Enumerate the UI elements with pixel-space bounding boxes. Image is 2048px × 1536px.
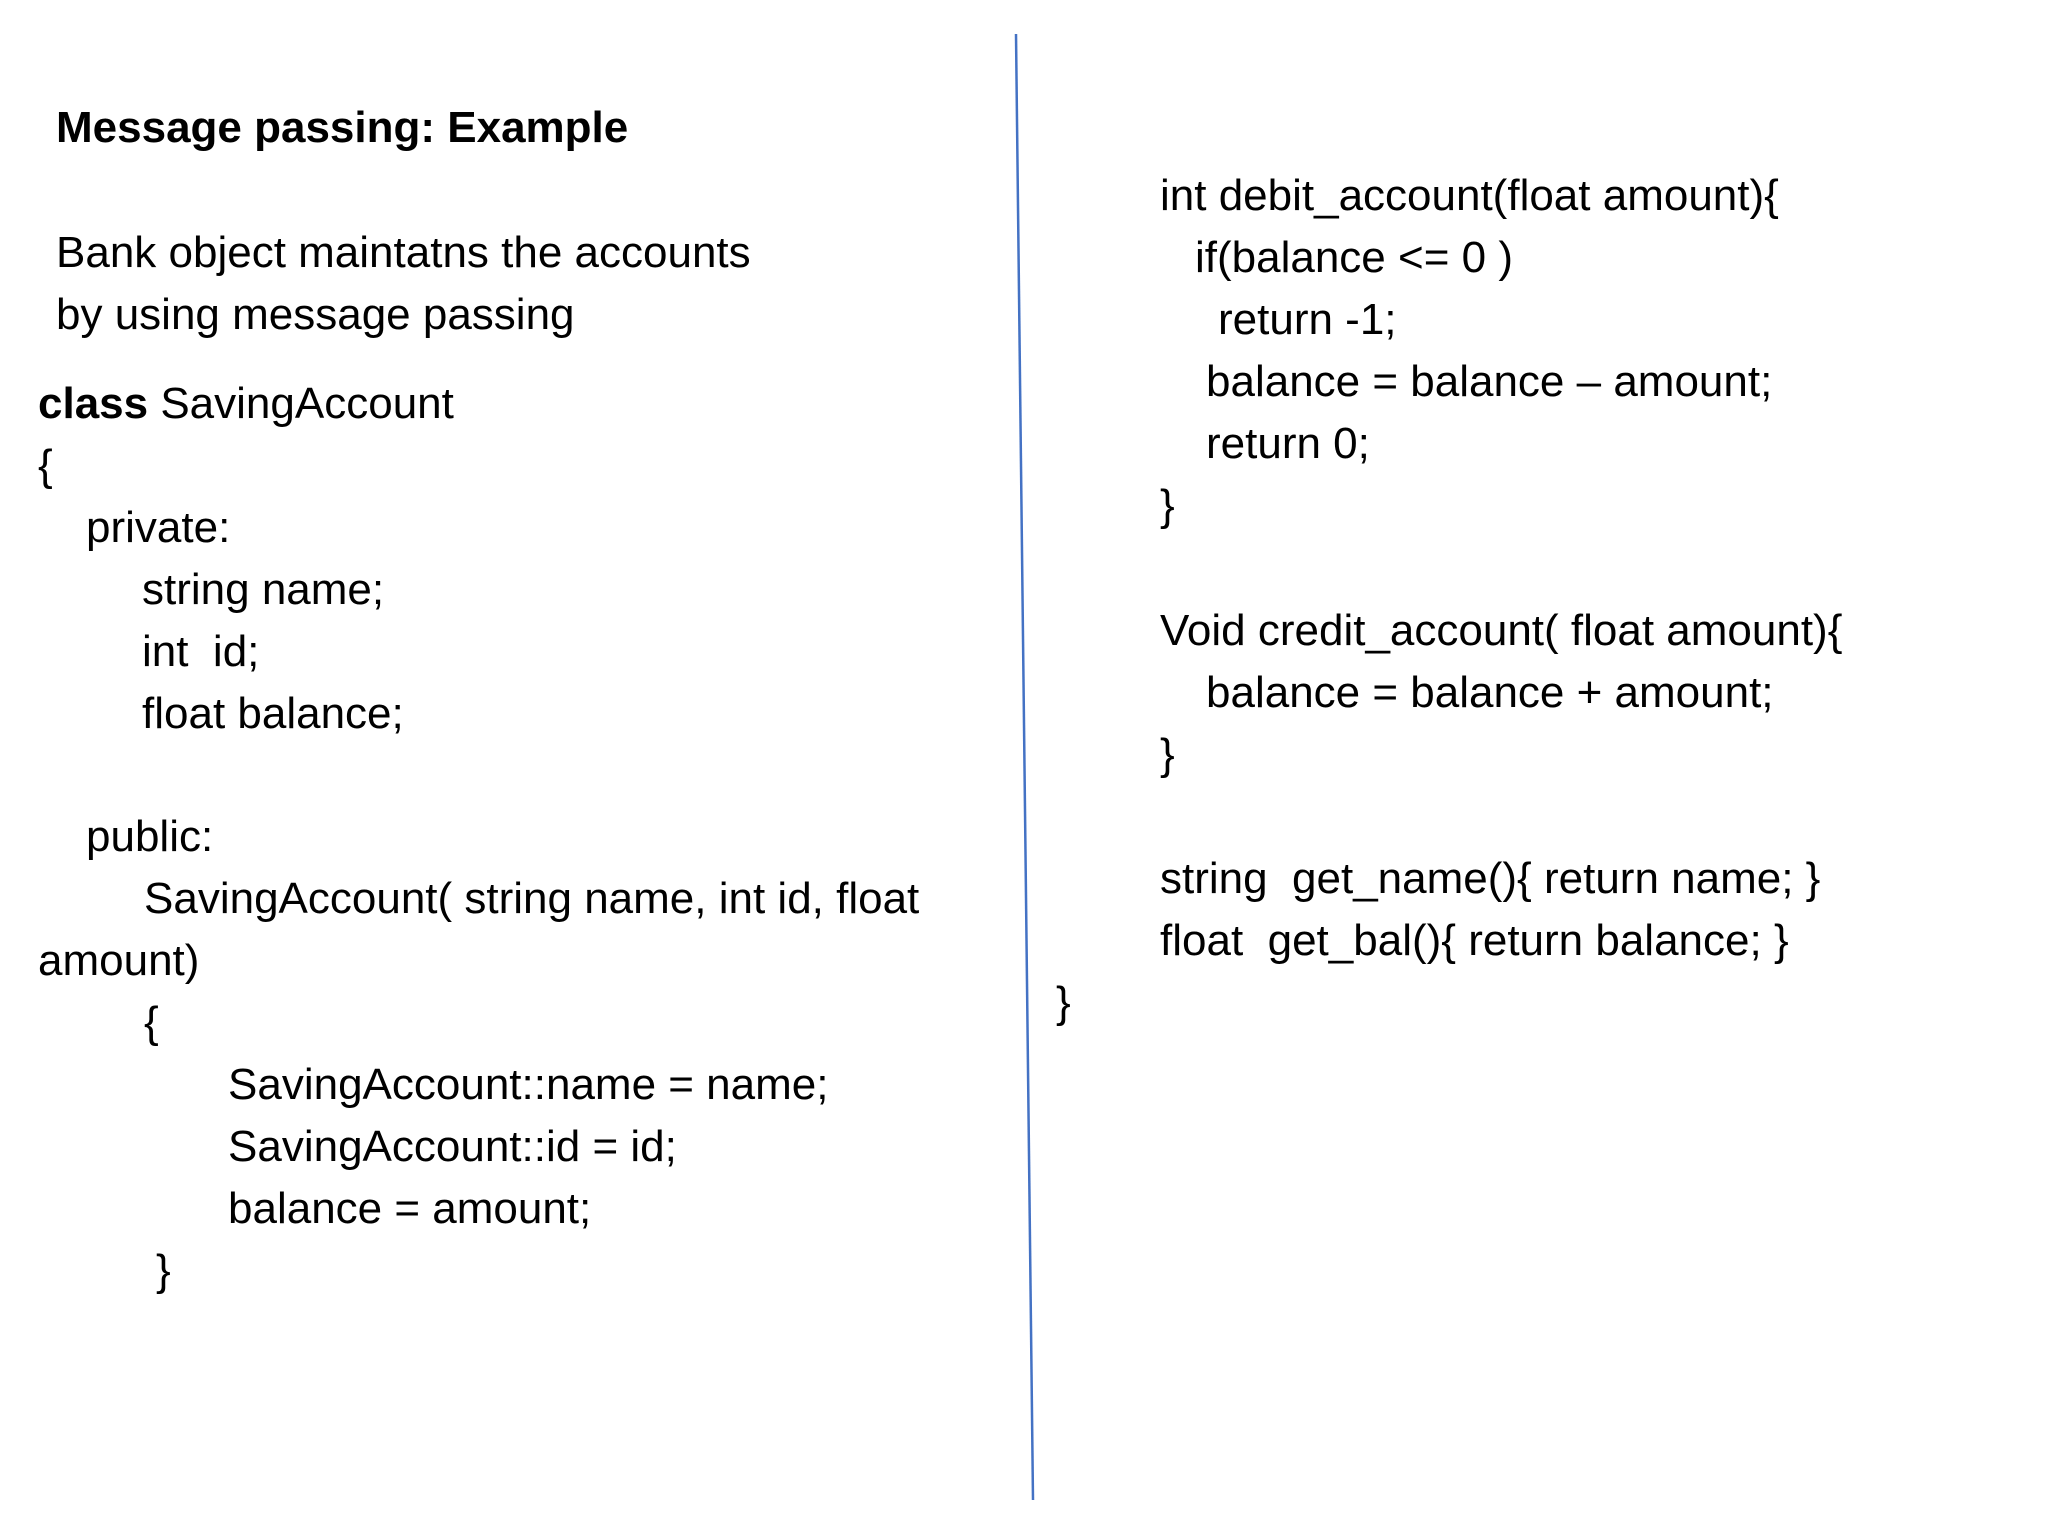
- code-line: }: [1056, 978, 1071, 1027]
- class-declaration: [38, 373, 454, 435]
- code-line: return -1;: [1218, 295, 1397, 344]
- code-line: }: [1160, 730, 1175, 779]
- code-line: private:: [86, 503, 231, 552]
- code-line: int debit_account(float amount){: [1160, 171, 1779, 220]
- class-keyword: class: [38, 379, 149, 428]
- code-line: if(balance <= 0 ): [1195, 233, 1513, 282]
- code-line: string name;: [142, 565, 385, 614]
- code-line: balance = amount;: [228, 1184, 592, 1233]
- code-line: public:: [86, 812, 214, 861]
- code-line: SavingAccount::name = name;: [228, 1060, 829, 1109]
- code-line: float balance;: [142, 689, 404, 738]
- code-line: }: [1160, 481, 1175, 530]
- class-name: SavingAccount: [148, 379, 454, 428]
- code-line: float get_bal(){ return balance; }: [1160, 916, 1789, 965]
- code-line: int id;: [142, 627, 260, 676]
- intro-line: Bank object maintatns the accounts: [56, 228, 751, 277]
- slide-title: Message passing: Example: [56, 103, 629, 152]
- code-line: balance = balance – amount;: [1206, 357, 1773, 406]
- code-line: }: [156, 1246, 171, 1295]
- code-line: {: [144, 998, 159, 1047]
- divider-line: [1016, 34, 1033, 1500]
- code-line: string get_name(){ return name; }: [1160, 854, 1821, 903]
- code-line: {: [38, 441, 53, 490]
- code-line: balance = balance + amount;: [1206, 668, 1774, 717]
- code-line: return 0;: [1206, 419, 1370, 468]
- code-line: amount): [38, 936, 200, 985]
- intro-line: by using message passing: [56, 290, 575, 339]
- code-line: SavingAccount( string name, int id, float: [144, 874, 920, 923]
- intro-text: [56, 222, 751, 346]
- code-line: SavingAccount::id = id;: [228, 1122, 677, 1171]
- code-line: Void credit_account( float amount){: [1160, 606, 1843, 655]
